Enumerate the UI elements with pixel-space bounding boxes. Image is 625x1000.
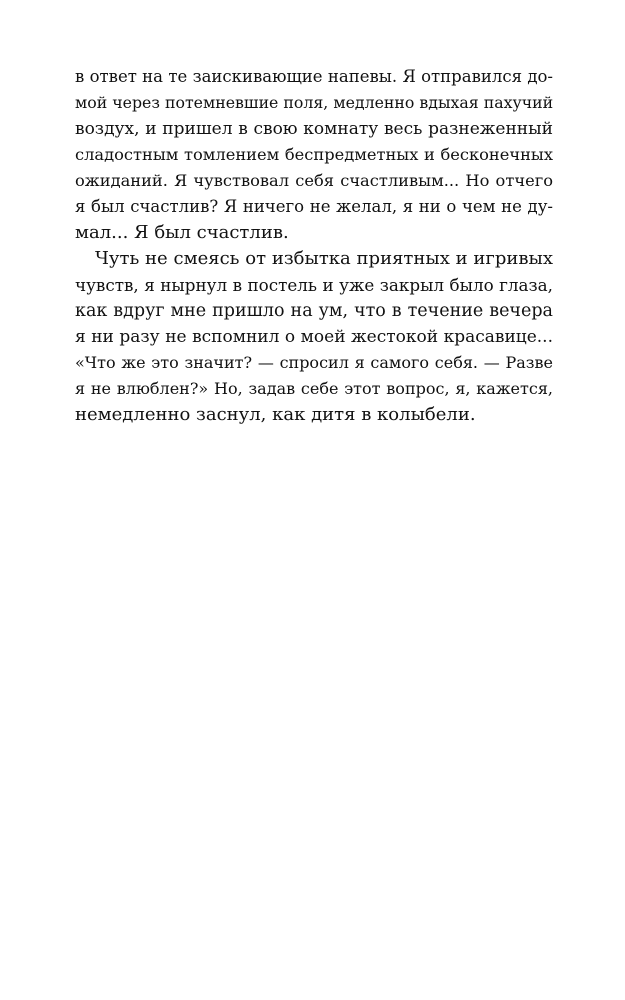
text-line: сладостным томлением беспредметных и бесконечных bbox=[75, 145, 553, 164]
text-line: воздух, и пришел в свою комнату весь разнеженный bbox=[75, 119, 553, 139]
text-line: я ни разу не вспомнил о моей жестокой красавице... bbox=[75, 327, 553, 347]
text-line: как вдруг мне пришло на ум, что в течение вечера bbox=[75, 301, 553, 321]
page-text bbox=[75, 64, 553, 428]
text-line: чувств, я нырнул в постель и уже закрыл было глаза, bbox=[75, 275, 553, 295]
text-line: в ответ на те заискивающие напевы. Я отправился до- bbox=[75, 67, 553, 86]
paragraph-2 bbox=[75, 246, 553, 428]
text-line: мой через потемневшие поля, медленно вдыхая пахучий bbox=[75, 93, 554, 112]
text-line: я был счастлив? Я ничего не желал, я ни о чем не ду- bbox=[75, 197, 553, 216]
text-line: ожиданий. Я чувствовал себя счастливым... Но отчего bbox=[75, 171, 553, 190]
text-line: я не влюблен?» Но, задав себе этот вопрос, я, кажется, bbox=[75, 379, 553, 398]
text-line: немедленно заснул, как дитя в колыбели. bbox=[75, 404, 476, 425]
text-line: Чуть не смеясь от избытка приятных и игривых bbox=[95, 248, 553, 269]
text-line: «Что же это значит? — спросил я самого себя. — Разве bbox=[75, 353, 553, 372]
paragraph-1 bbox=[75, 64, 553, 246]
text-line: мал... Я был счастлив. bbox=[75, 222, 289, 243]
